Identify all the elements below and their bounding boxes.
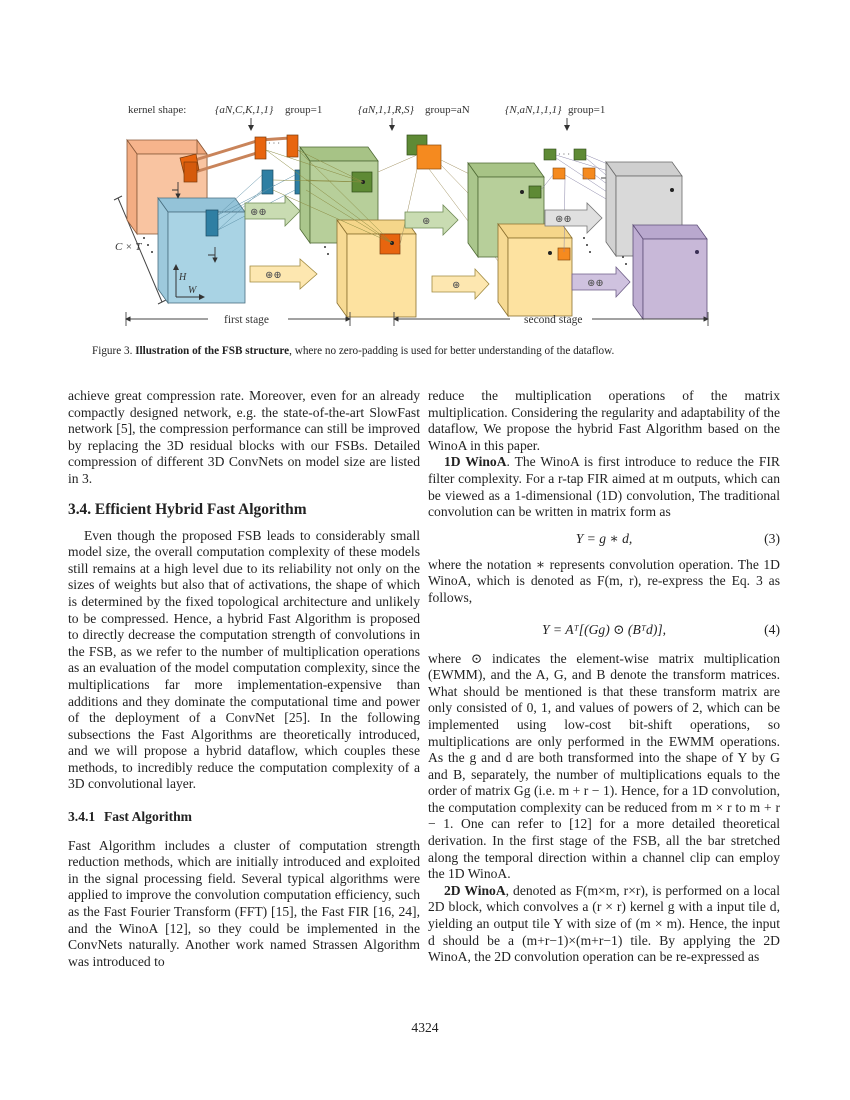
paragraph-1d-winoa xyxy=(428,454,780,520)
paragraph: achieve great compression rate. Moreover, even for an already compactly designed network, e.g. the state-of-the-art SlowFast network [5], the compression performance can still be improved by replacing the 3D residual blocks with our FSBs. Detailed compression of different 3D ConvNets on model size are listed in 3. xyxy=(68,388,420,486)
run-in-heading: 2D WinoA xyxy=(444,882,506,898)
run-in-heading: 1D WinoA xyxy=(444,454,507,470)
figure-3-fsb-structure xyxy=(100,90,750,335)
paragraph: Even though the proposed FSB leads to considerably small model size, the overall computation complexity of these models still remains at a high level due to its reliability not only on the sizes of weights but also that of activations, the shape of which is determined by the fixed topological architecture and unlikely to be compressed. Hence, a hybrid Fast Algorithm is proposed to directly decrease the computation strength of convolutions in the FSB, as we refer to the number of multiplication operations as an evaluation of the model computation complexity, since the multiplications far more implementation-expensive than additions and they dominate the computational time and power of the deployment of a ConvNet [25]. In the following subsections the Fast Algorithms are theoretically introduced, and we will propose a hybrid dataflow, which couples these methods, to incredibly reduce the computation complexity of a 3D convolutional layer. xyxy=(68,527,420,792)
kernel-1-shape: {aN,C,K,1,1} xyxy=(215,104,274,116)
second-stage-label: second stage xyxy=(524,314,583,326)
stage1-arrow-green xyxy=(245,196,300,226)
equation-number: (4) xyxy=(764,621,780,637)
width-axis-label: W xyxy=(188,285,197,296)
left-column xyxy=(68,388,420,970)
equation-body: Y = Aᵀ[(Gg) ⊙ (Bᵀd)], xyxy=(541,621,667,637)
figure-caption xyxy=(92,344,772,358)
operator-conv-add: ⊛⊕ xyxy=(265,270,282,281)
input-cube-blue xyxy=(158,198,245,303)
fsb-diagram xyxy=(100,90,750,335)
section-heading: 3.4. Efficient Hybrid Fast Algorithm xyxy=(68,500,307,518)
equation-body: Y = g ∗ d, xyxy=(575,530,633,546)
paragraph: where ⊙ indicates the element-wise matrix multiplication (EWMM), and the A, G, and B denote the transform matrices. What should be mentioned is that these transform matrix are only consisted of 0, 1, and values of powers of 2, which can be implemented using low-cost bit-shift operations, so multiplications are only performed in the EWMM operations. As the g and d are both transformed into the shape of Y by G and B, separately, the number of multiplications equals to the order of matrix Gg (i.e. m + r − 1). Hence, for a 1D convolution, the computation complexity can be reduced from m × r to m + r − 1. One can refer to [12] for a more detailed theoretical derivation. In the first stage of the FSB, all the bar stretched along the temporal direction within a channel clip can employ the 1D WinoA. xyxy=(428,650,780,882)
paragraph-2d-winoa xyxy=(428,883,780,966)
subsection-number: 3.4.1 xyxy=(68,809,96,825)
right-column xyxy=(428,388,780,966)
operator-conv-add: ⊛⊕ xyxy=(587,278,604,289)
page-number: 4324 xyxy=(411,1020,439,1035)
stage2-cube-yellow xyxy=(498,224,572,316)
subsection-title: Fast Algorithm xyxy=(104,809,192,825)
operator-conv: ⊛ xyxy=(422,216,431,227)
caption-prefix: Figure 3. xyxy=(92,345,136,357)
svg-text:· · ·: · · · xyxy=(268,139,280,148)
equation-3 xyxy=(428,530,780,548)
kernel-3-group: group=1 xyxy=(568,104,606,116)
operator-conv: ⊛ xyxy=(452,280,461,291)
stage-brackets xyxy=(126,312,708,326)
caption-title: Illustration of the FSB structure xyxy=(135,345,290,357)
kernel-2-shape: {aN,1,1,R,S} xyxy=(358,104,414,116)
caption-text: , where no zero-padding is used for better understanding of the dataflow. xyxy=(289,345,615,357)
pointwise-kernels-final xyxy=(544,149,595,179)
kernel-1-group: group=1 xyxy=(285,104,323,116)
paragraph: reduce the multiplication operations of the matrix multiplication. Considering the regularity and adaptability of the dataflow, We propose the hybrid Fast Algorithm based on the WinoA in this paper. xyxy=(428,388,780,453)
height-axis-label: H xyxy=(179,272,187,283)
depthwise-kernels xyxy=(407,135,441,169)
kernel-shape-label: kernel shape: xyxy=(128,104,187,116)
depth-axis-label: C × T xyxy=(115,241,142,253)
stage1-arrow-yellow xyxy=(250,259,317,289)
equation-number: (3) xyxy=(764,530,780,546)
kernel-arrows xyxy=(251,118,567,130)
paragraph: Fast Algorithm includes a cluster of computation strength reduction methods, which are initially introduced and exploited in the signal processing field. Several typical algorithms were applied to improve the convolution computation efficiency, such as the Fast Fourier Transform (FFT) [15], the Fast FIR [16, 24], and the WinoA [12], so they could be implemented in the ConvNets naturally. Another work named Strassen Algorithm was introduced to xyxy=(68,837,420,969)
equation-4 xyxy=(428,621,780,639)
paragraph-text: . The WinoA is first introduce to reduce the FIR filter complexity. For a r-tap FIR aimed at m outputs, which can be viewed as a 1-dimensional (1D) convolution, The traditional convolution can be written in matrix form as xyxy=(428,454,780,520)
operator-conv-add: ⊛⊕ xyxy=(250,207,267,218)
kernel-3-shape: {N,aN,1,1,1} xyxy=(505,104,562,116)
stage2-arrow-purple xyxy=(572,267,630,297)
first-stage-label: first stage xyxy=(224,314,270,326)
output-cube-purple xyxy=(633,225,707,319)
svg-text:· · ·: · · · xyxy=(558,150,570,159)
intermediate-cube-yellow xyxy=(337,220,416,317)
subsection-heading xyxy=(68,809,420,826)
kernel-2-group: group=aN xyxy=(425,104,470,116)
paragraph: where the notation ∗ represents convolution operation. The 1D WinoA, which is denoted as F(m, r), re-express the Eq. 3 as follows, xyxy=(428,556,780,605)
stage2-arrow-yellow xyxy=(432,269,489,299)
paragraph-text: , denoted as F(m×m, r×r), is performed on a local 2D block, which convolves a (r × r) kernel g with a input tile d, yielding an output tile Y with size of (m × m). Hence, the input d should be a (m+r−1)×(m+r−1) tile. By applying the 2D WinoA, the 2D convolution operation can be re-expressed as xyxy=(428,882,780,965)
operator-conv-add: ⊛⊕ xyxy=(555,214,572,225)
